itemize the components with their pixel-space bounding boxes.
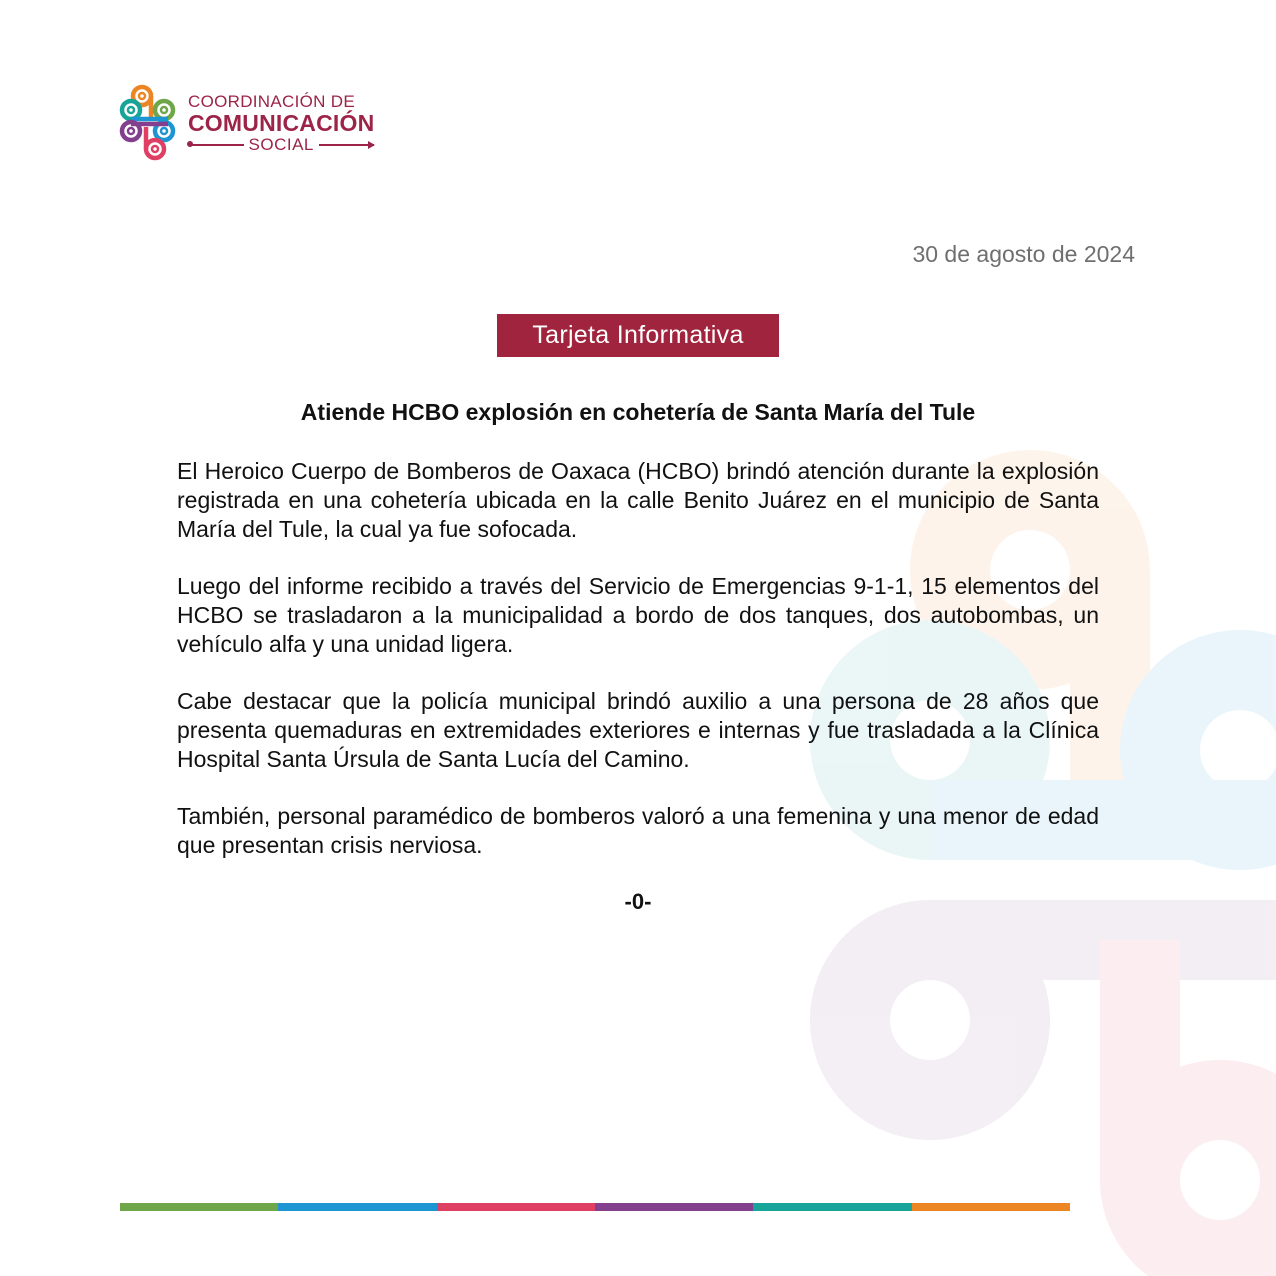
document-type-badge: Tarjeta Informativa <box>497 314 779 357</box>
paragraph: El Heroico Cuerpo de Bomberos de Oaxaca (HCBO) brindó atención durante la explosión registrada en una cohetería ubicada en la calle Benito Juárez en el municipio de Santa María del Tule, la cual ya fue sofocada. <box>177 458 1099 542</box>
color-segment-blue <box>278 1203 436 1211</box>
arrow-left-icon <box>188 144 244 146</box>
article-body <box>177 457 1099 888</box>
article-title: Atiende HCBO explosión en cohetería de Santa María del Tule <box>300 399 976 425</box>
color-segment-pink <box>437 1203 595 1211</box>
header-logo <box>118 83 374 163</box>
color-segment-purple <box>595 1203 753 1211</box>
logo-wordmark <box>188 93 374 153</box>
knot-emblem-icon <box>118 83 178 163</box>
footer-color-bar <box>120 1203 1070 1211</box>
paragraph: Luego del informe recibido a través del Servicio de Emergencias 9-1-1, 15 elementos del HCBO se trasladaron a la municipalidad a bordo de dos tanques, dos autobombas, un vehículo alfa y una unidad ligera. <box>177 573 1099 657</box>
paragraph: Cabe destacar que la policía municipal brindó auxilio a una persona de 28 años que presenta quemaduras en extremidades exteriores e internas y fue trasladada a la Clínica Hospital Santa Úrsula de Santa Lucía del Camino. <box>177 688 1099 772</box>
paragraph: También, personal paramédico de bomberos valoró a una femenina y una menor de edad que presentan crisis nerviosa. <box>177 803 1099 858</box>
logo-line-1: COORDINACIÓN DE <box>188 92 355 111</box>
end-mark: -0- <box>624 889 652 914</box>
logo-line-3-text: SOCIAL <box>248 135 314 154</box>
color-segment-teal <box>753 1203 911 1211</box>
publication-date: 30 de agosto de 2024 <box>912 241 1135 267</box>
logo-line-2: COMUNICACIÓN <box>188 110 375 136</box>
color-segment-green <box>120 1203 278 1211</box>
arrow-right-icon <box>319 144 375 146</box>
logo-line-3 <box>188 136 374 153</box>
color-segment-orange <box>912 1203 1070 1211</box>
